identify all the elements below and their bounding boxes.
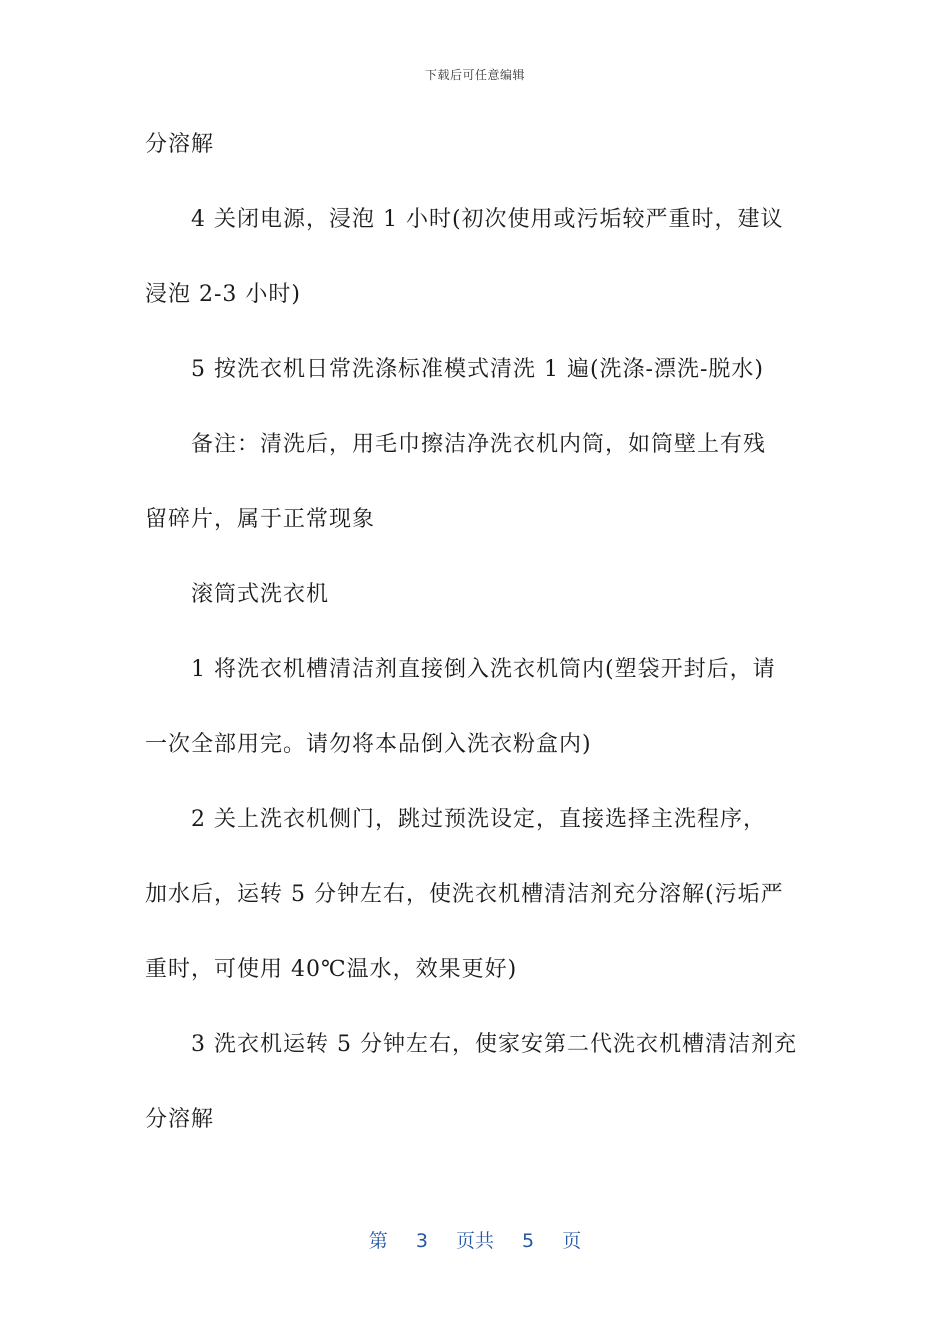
paragraph-line: 备注：清洗后，用毛巾擦洁净洗衣机内筒，如筒壁上有残	[191, 432, 767, 457]
paragraph-line: 3 洗衣机运转 5 分钟左右，使家安第二代洗衣机槽清洁剂充	[191, 1032, 797, 1057]
paragraph-line: 分溶解	[145, 132, 215, 157]
paragraph-line: 5 按洗衣机日常洗涤标准模式清洗 1 遍(洗涤-漂洗-脱水)	[191, 357, 765, 382]
page-footer	[0, 1226, 950, 1253]
footer-total-pages: 5	[522, 1230, 535, 1252]
document-body	[145, 122, 810, 1172]
paragraph-line: 分溶解	[145, 1107, 215, 1132]
paragraph-line: 一次全部用完。请勿将本品倒入洗衣粉盒内)	[145, 732, 592, 757]
paragraph-line: 留碎片，属于正常现象	[145, 507, 376, 532]
paragraph-line: 2 关上洗衣机侧门，跳过预洗设定，直接选择主洗程序，	[191, 807, 766, 832]
footer-prefix: 第	[368, 1230, 388, 1252]
paragraph-line: 4 关闭电源，浸泡 1 小时(初次使用或污垢较严重时，建议	[191, 207, 784, 232]
footer-middle: 页共	[455, 1230, 494, 1252]
section-heading: 滚筒式洗衣机	[191, 582, 330, 607]
paragraph-line: 1 将洗衣机槽清洁剂直接倒入洗衣机筒内(塑袋开封后，请	[191, 657, 776, 682]
paragraph-line: 加水后，运转 5 分钟左右，使洗衣机槽清洁剂充分溶解(污垢严	[145, 882, 784, 907]
footer-page-number: 3	[415, 1230, 428, 1252]
page-header: 下载后可任意编辑	[424, 68, 525, 82]
paragraph-line: 浸泡 2-3 小时)	[145, 282, 301, 307]
paragraph-line: 重时，可使用 40℃温水，效果更好)	[145, 957, 518, 982]
footer-suffix: 页	[562, 1230, 582, 1252]
